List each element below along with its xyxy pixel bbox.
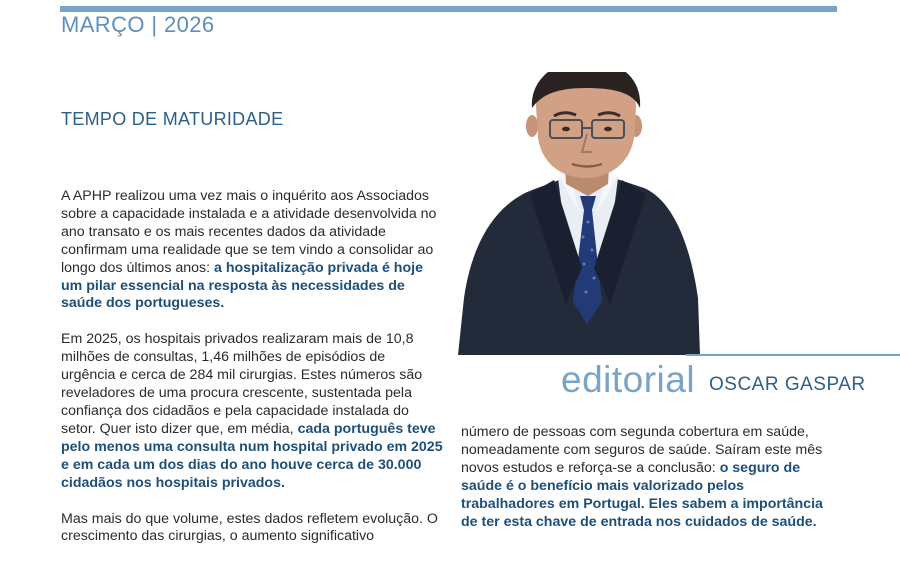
author-name: OSCAR GASPAR (709, 374, 866, 395)
author-portrait (458, 72, 700, 355)
article-column-left (61, 188, 443, 564)
section-word-editorial: editorial (561, 359, 696, 400)
paragraph-1-highlight: a hospitalização privada é hoje um pilar essencial na resposta às necessidades de saúde dos portugueses. (61, 259, 423, 312)
paragraph-1 (61, 188, 443, 313)
article-title: TEMPO DE MATURIDADE (61, 109, 284, 129)
paragraph-3: Mas mais do que volume, estes dados refletem evolução. O crescimento das cirurgias, o aumento significativo (61, 510, 438, 545)
paragraph-right-1 (461, 424, 839, 531)
paragraph-2-text: Em 2025, os hospitais privados realizaram mais de 10,8 milhões de consultas, 1,46 milhões de episódios de urgência e cerca de 284 mil cirurgias. Estes números são reveladores de uma procura crescente, sustentada pela confiança dos cidadãos e pela capacidade instalada do setor. Quer isto dizer que, em média, (61, 331, 423, 437)
paragraph-1-text: A APHP realizou uma vez mais o inquérito aos Associados sobre a capacidade instalada e a atividade desenvolvida no ano transato e os mais recentes dados da atividade confirmam uma realidade que se tem vindo a consolidar ao longo dos últimos anos: (61, 188, 437, 276)
article-column-right (461, 424, 839, 549)
paragraph-right-1-text: número de pessoas com segunda cobertura em saúde, nomeadamente com seguros de saúde. Saíram este mês novos estudos e reforça-se a conclusão: (461, 424, 823, 476)
issue-date: MARÇO | 2026 (61, 12, 215, 37)
paragraph-2 (61, 331, 443, 492)
paragraph-right-1-highlight: o seguro de saúde é o benefício mais valorizado pelos trabalhadores em Portugal. Eles sabem a importância de ter esta chave de entrada nos cuidados de saúde. (461, 459, 823, 530)
paragraph-2-highlight: cada português teve pelo menos uma consulta num hospital privado em 2025 e em cada um dos dias do ano houve cerca de 30.000 cidadãos nos hospitais privados. (61, 420, 443, 491)
byline-rule (686, 354, 900, 356)
author-portrait-illustration (458, 72, 700, 355)
